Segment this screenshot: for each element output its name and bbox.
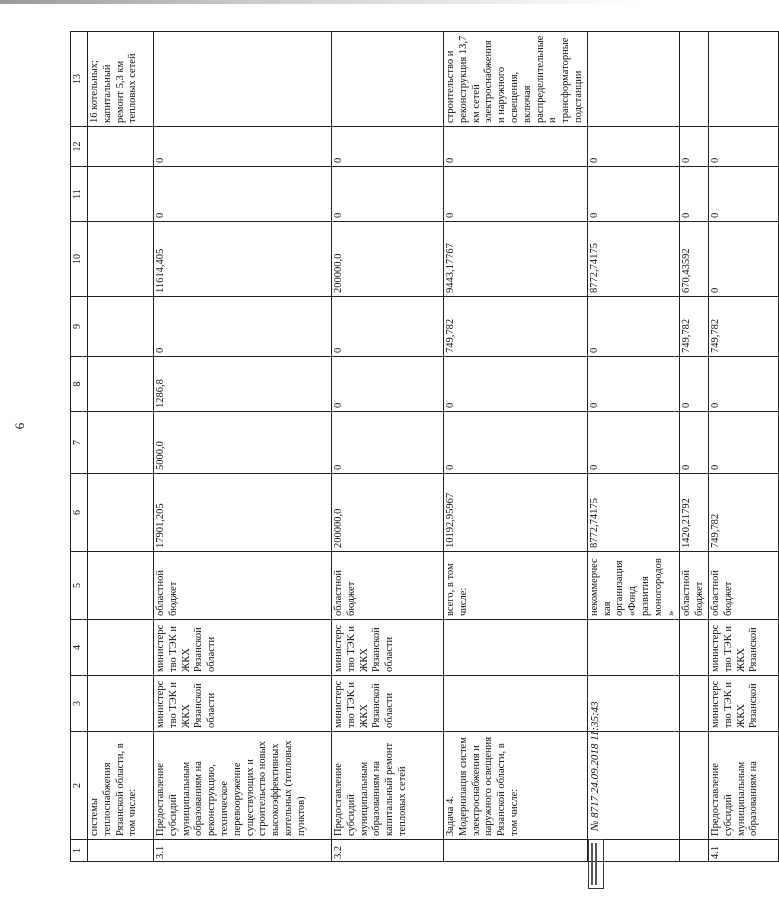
table-cell: министерство ТЭК и ЖКХ Рязанской области xyxy=(332,620,444,676)
table-cell xyxy=(708,32,778,127)
footer xyxy=(586,0,606,905)
table-cell: некоммерческая организация «Фонд развития моногородов» xyxy=(587,552,680,620)
table-cell: 670,43592 xyxy=(680,222,709,297)
column-header: 10 xyxy=(71,222,88,297)
table-cell: 10192,95967 xyxy=(444,474,588,552)
table-cell xyxy=(680,676,709,732)
table-cell: 0 xyxy=(332,412,444,474)
table-cell xyxy=(680,840,709,862)
table-cell: министерство ТЭК и ЖКХ Рязанской xyxy=(708,620,778,676)
table-cell xyxy=(88,357,154,412)
table-cell xyxy=(444,840,588,862)
table-cell xyxy=(444,676,588,732)
table-cell: 0 xyxy=(708,167,778,222)
table-row xyxy=(154,32,332,862)
table-cell: 16 котельных; капитальный ремонт 5,3 км тепловых сетей xyxy=(88,32,154,127)
table-cell: 749,782 xyxy=(680,297,709,357)
column-header: 7 xyxy=(71,412,88,474)
table-cell: 0 xyxy=(680,357,709,412)
table-cell: 0 xyxy=(444,167,588,222)
table-cell: 0 xyxy=(154,297,332,357)
table-cell xyxy=(154,32,332,127)
column-header: 5 xyxy=(71,552,88,620)
table-row xyxy=(680,32,709,862)
table-cell: 0 xyxy=(708,412,778,474)
table-cell: 4.1 xyxy=(708,840,778,862)
table-cell: 0 xyxy=(587,357,680,412)
scan-edge xyxy=(0,0,640,4)
table-cell: Предоставление субсидий муниципальным образованиям на капитальный ремонт тепловых сетей xyxy=(332,732,444,840)
table-cell: 0 xyxy=(708,222,778,297)
table-cell xyxy=(88,297,154,357)
table-cell xyxy=(88,620,154,676)
column-header: 3 xyxy=(71,676,88,732)
table-cell: 0 xyxy=(587,167,680,222)
table-cell: 0 xyxy=(444,357,588,412)
table-cell: 0 xyxy=(680,412,709,474)
table-cell xyxy=(680,32,709,127)
table-cell: 9443,17767 xyxy=(444,222,588,297)
table-cell: 17901,205 xyxy=(154,474,332,552)
table-cell: Задача 4. Модернизация систем электроснабжения и наружного освещения Рязанской области, в том числе: xyxy=(444,732,588,840)
table-cell: 1420,21792 xyxy=(680,474,709,552)
table-cell xyxy=(88,676,154,732)
registration-stamp: № 8717 24.09.2018 11:35:43 xyxy=(589,701,601,831)
table-cell: 1286,8 xyxy=(154,357,332,412)
column-header: 2 xyxy=(71,732,88,840)
table-cell: 749,782 xyxy=(708,297,778,357)
table-cell: 749,782 xyxy=(444,297,588,357)
table-cell: министерство ТЭК и ЖКХ Рязанской области xyxy=(154,620,332,676)
table-cell xyxy=(88,412,154,474)
table-cell: 0 xyxy=(332,297,444,357)
table-row xyxy=(708,32,778,862)
table-cell: Предоставление субсидий муниципальным образованиям на xyxy=(708,732,778,840)
table-cell: 0 xyxy=(332,167,444,222)
table-cell: областной бюджет xyxy=(708,552,778,620)
table-cell: 0 xyxy=(154,167,332,222)
table-cell: министерство ТЭК и ЖКХ Рязанской области xyxy=(332,676,444,732)
table-cell: 0 xyxy=(680,127,709,167)
table-cell: 0 xyxy=(332,357,444,412)
column-header: 6 xyxy=(71,474,88,552)
table-cell xyxy=(88,552,154,620)
table-cell: 0 xyxy=(587,297,680,357)
table-cell: областной бюджет xyxy=(154,552,332,620)
table-cell: 0 xyxy=(680,167,709,222)
table-cell: 200000,0 xyxy=(332,474,444,552)
table-cell xyxy=(680,732,709,840)
document-table-rotated xyxy=(70,32,760,862)
table-cell: строительство и реконструкция 13,7 км сетей электроснабжения и наружного освещения, включая распределительные и трансформаторные подстанции xyxy=(444,32,588,127)
table-cell xyxy=(88,840,154,862)
table-cell: 0 xyxy=(154,127,332,167)
page-number: 6 xyxy=(12,422,27,430)
column-header: 11 xyxy=(71,167,88,222)
table-cell: 0 xyxy=(587,412,680,474)
table-cell: 0 xyxy=(444,127,588,167)
table-cell: 0 xyxy=(587,127,680,167)
table-cell: 0 xyxy=(708,127,778,167)
table-cell: 749,782 xyxy=(708,474,778,552)
table-cell: 0 xyxy=(332,127,444,167)
table-cell: 3.1 xyxy=(154,840,332,862)
column-header: 4 xyxy=(71,620,88,676)
column-header: 9 xyxy=(71,297,88,357)
header-row xyxy=(71,32,88,862)
table-cell xyxy=(680,620,709,676)
table-cell: 0 xyxy=(708,357,778,412)
table-cell: 3.2 xyxy=(332,840,444,862)
table-cell: министерство ТЭК и ЖКХ Рязанской xyxy=(708,676,778,732)
table-cell: 8772,74175 xyxy=(587,222,680,297)
table-cell: областной бюджет xyxy=(680,552,709,620)
table-cell: 8772,74175 xyxy=(587,474,680,552)
table-row xyxy=(444,32,588,862)
column-header: 13 xyxy=(71,32,88,127)
table-cell xyxy=(88,127,154,167)
column-header: 12 xyxy=(71,127,88,167)
table-cell: областной бюджет xyxy=(332,552,444,620)
table-cell xyxy=(332,32,444,127)
table-cell: министерство ТЭК и ЖКХ Рязанской области xyxy=(154,676,332,732)
document-logo xyxy=(588,839,604,889)
table-cell: системы теплоснабжения Рязанской области, в том числе: xyxy=(88,732,154,840)
table-cell xyxy=(444,620,588,676)
table-row xyxy=(88,32,154,862)
table-cell: 0 xyxy=(444,412,588,474)
table-cell xyxy=(88,167,154,222)
table-cell: 5000,0 xyxy=(154,412,332,474)
program-table xyxy=(70,31,779,862)
table-cell xyxy=(88,474,154,552)
table-cell xyxy=(88,222,154,297)
column-header: 1 xyxy=(71,840,88,862)
table-cell: 11614,405 xyxy=(154,222,332,297)
table-row xyxy=(332,32,444,862)
table-cell: 200000,0 xyxy=(332,222,444,297)
table-cell: Предоставление субсидий муниципальным образованиям на реконструкцию, техническое перевооружение существующих и строительство новых высокоэффективных котельных (тепловых пунктов) xyxy=(154,732,332,840)
column-header: 8 xyxy=(71,357,88,412)
table-cell: всего, в том числе: xyxy=(444,552,588,620)
